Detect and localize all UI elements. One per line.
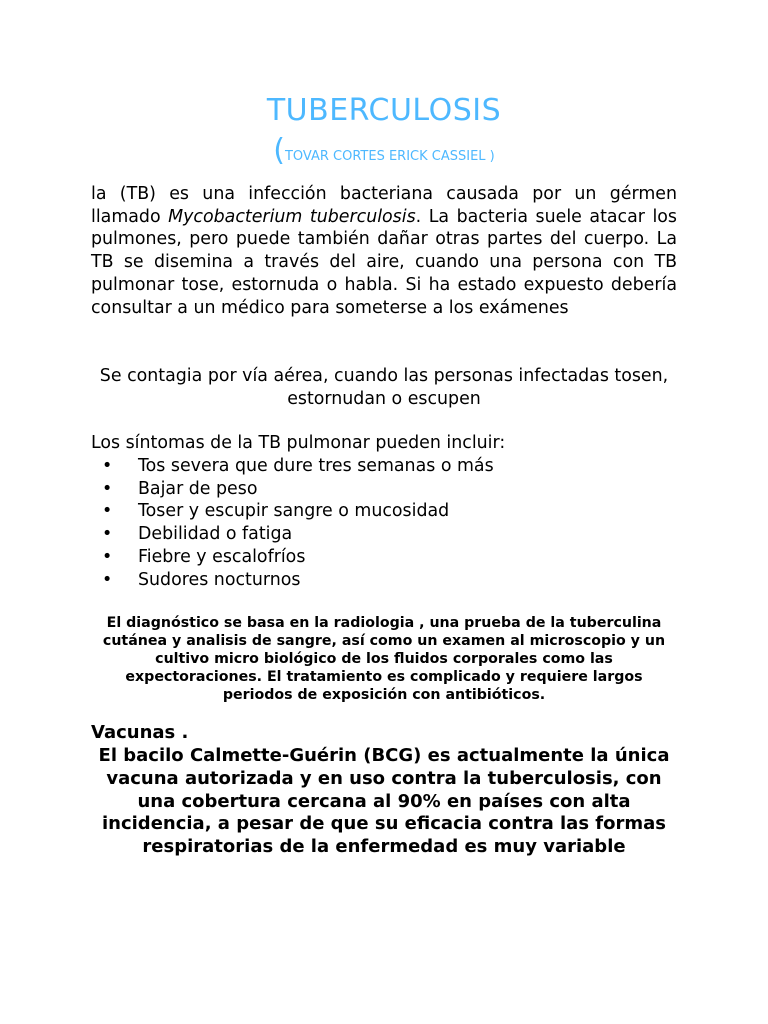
subtitle-author: TOVAR CORTES ERICK CASSIEL ) <box>284 149 495 164</box>
symptoms-intro: Los síntomas de la TB pulmonar pueden incluir: <box>91 433 506 453</box>
vaccines-paragraph: El bacilo Calmette-Guérin (BCG) es actualmente la única vacuna autorizada y en uso contra la tuberculosis, con una cobertura cercana al 90% en países con alta incidencia, a pesar de que su eficacia contra las formas respiratorias de la enfermedad es muy variable <box>98 745 670 858</box>
list-item <box>91 546 677 569</box>
subtitle-open-paren: ( <box>273 133 285 168</box>
symptom-text: Sudores nocturnos <box>138 569 301 590</box>
symptom-text: Toser y escupir sangre o mucosidad <box>138 501 450 522</box>
bullet-icon: • <box>102 478 113 499</box>
vaccines-heading: Vacunas . <box>91 722 189 743</box>
symptom-text: Debilidad o fatiga <box>138 524 293 545</box>
intro-text-start: la (TB) es una infección bacteriana causada por un gérmen llamado <box>91 184 677 227</box>
bullet-icon: • <box>102 546 113 567</box>
symptom-text: Bajar de peso <box>138 478 258 499</box>
bullet-icon: • <box>102 456 113 476</box>
intro-paragraph <box>91 183 677 319</box>
list-item <box>91 455 677 478</box>
diagnosis-paragraph: El diagnóstico se basa en la radiologia , una prueba de la tuberculina cutánea y analisis de sangre, así como un examen al microscopio y un cultivo micro biológico de los fluidos corporales como las expectoraciones. El tratamiento es complicado y requiere largos periodos de exposición con antibióticos. <box>102 615 666 703</box>
bullet-icon: • <box>102 569 113 590</box>
symptom-text: Fiebre y escalofríos <box>138 546 306 567</box>
bullet-icon: • <box>102 501 113 522</box>
intro-species-name: Mycobacterium tuberculosis <box>168 206 416 227</box>
intro-text-end: . La bacteria suele atacar los pulmones, pero puede también dañar otras partes del cuerpo. La TB se disemina a través del aire, cuando una persona con TB pulmonar tose, estornuda o habla. Si ha estado expuesto debería consultar a un médico para someterse a los exámenes <box>91 206 677 318</box>
contagion-paragraph: Se contagia por vía aérea, cuando las personas infectadas tosen, estornudan o escupen <box>99 366 669 409</box>
list-item <box>91 523 677 546</box>
symptoms-list <box>91 455 677 591</box>
list-item <box>91 478 677 501</box>
bullet-icon: • <box>102 524 113 545</box>
symptom-text: Tos severa que dure tres semanas o más <box>138 456 494 476</box>
document-title: TUBERCULOSIS <box>266 93 502 128</box>
list-item <box>91 569 677 592</box>
list-item <box>91 500 677 523</box>
document-subtitle <box>0 134 768 174</box>
